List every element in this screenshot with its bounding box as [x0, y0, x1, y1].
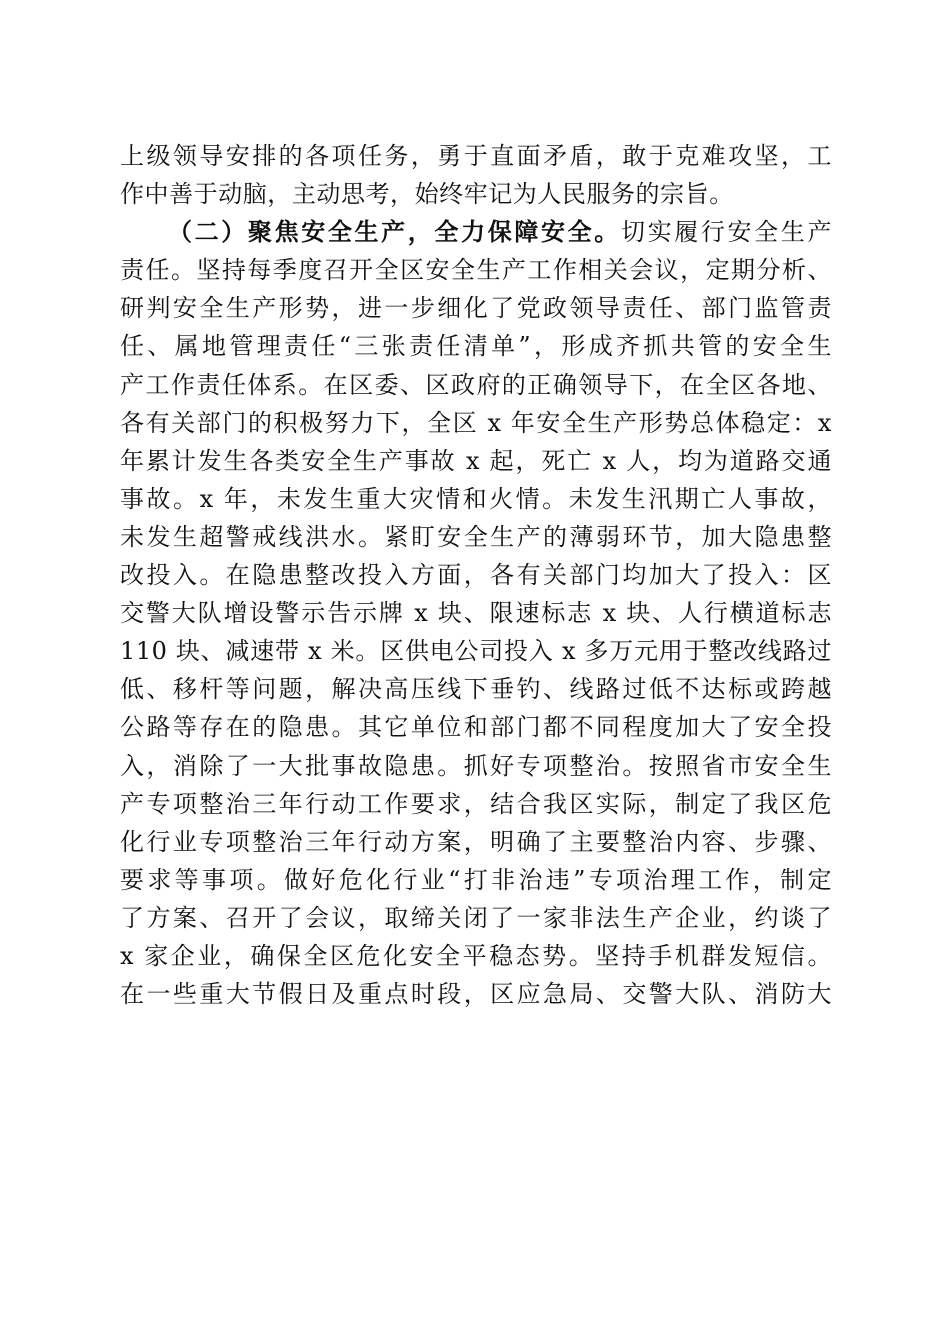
text-line-3 — [120, 213, 832, 251]
section-heading: （二）聚焦安全生产，全力保障安全。 — [168, 217, 621, 247]
text-line-15: 低、移杆等问题，解决高压线下垂钓、线路过低不达标或跨越 — [120, 675, 832, 704]
text-line-7: 产工作责任体系。在区委、区政府的正确领导下，在全区各地、 — [120, 370, 832, 399]
text-line-19: 化行业专项整治三年行动方案，明确了主要整治内容、步骤、 — [120, 827, 832, 856]
text-line-13: 交警大队增设警示告示牌 x 块、限速标志 x 块、人行横道标志 — [120, 599, 832, 628]
text-line-23: 在一些重大节假日及重点时段，区应急局、交警大队、消防大 — [120, 980, 832, 1009]
text-line-12: 改投入。在隐患整改投入方面，各有关部门均加大了投入：区 — [120, 561, 832, 590]
text-line-6: 任、属地管理责任“三张责任清单”，形成齐抓共管的安全生 — [120, 332, 832, 361]
text-line-21: 了方案、召开了会议，取缔关闭了一家非法生产企业，约谈了 — [120, 903, 832, 932]
text-line-20: 要求等事项。做好危化行业“打非治违”专项治理工作，制定 — [120, 865, 832, 894]
document-body — [120, 137, 832, 1013]
text-line-11: 未发生超警戒线洪水。紧盯安全生产的薄弱环节，加大隐患整 — [120, 522, 832, 551]
text-line-14: 110 块、减速带 x 米。区供电公司投入 x 多万元用于整改线路过 — [120, 637, 832, 666]
text-line-9: 年累计发生各类安全生产事故 x 起，死亡 x 人，均为道路交通 — [120, 446, 832, 475]
text-line-4: 责任。坚持每季度召开全区安全生产工作相关会议，定期分析、 — [120, 256, 832, 285]
text-line-5: 研判安全生产形势，进一步细化了党政领导责任、部门监管责 — [120, 294, 832, 323]
text-line-17: 入，消除了一大批事故隐患。抓好专项整治。按照省市安全生 — [120, 751, 832, 780]
text-line-2: 作中善于动脑，主动思考，始终牢记为人民服务的宗旨。 — [120, 180, 734, 209]
text-line-16: 公路等存在的隐患。其它单位和部门都不同程度加大了安全投 — [120, 713, 832, 742]
text-line-10: 事故。x 年，未发生重大灾情和火情。未发生汛期亡人事故， — [120, 484, 832, 513]
text-line-1: 上级领导安排的各项任务，勇于直面矛盾，敢于克难攻坚，工 — [120, 142, 832, 170]
text-line-18: 产专项整治三年行动工作要求，结合我区实际，制定了我区危 — [120, 789, 832, 818]
text-line-8: 各有关部门的积极努力下，全区 x 年安全生产形势总体稳定：x — [120, 408, 832, 437]
section-heading-continuation: 切实履行安全生产 — [620, 218, 832, 247]
text-line-22: x 家企业，确保全区危化安全平稳态势。坚持手机群发短信。 — [120, 941, 832, 970]
